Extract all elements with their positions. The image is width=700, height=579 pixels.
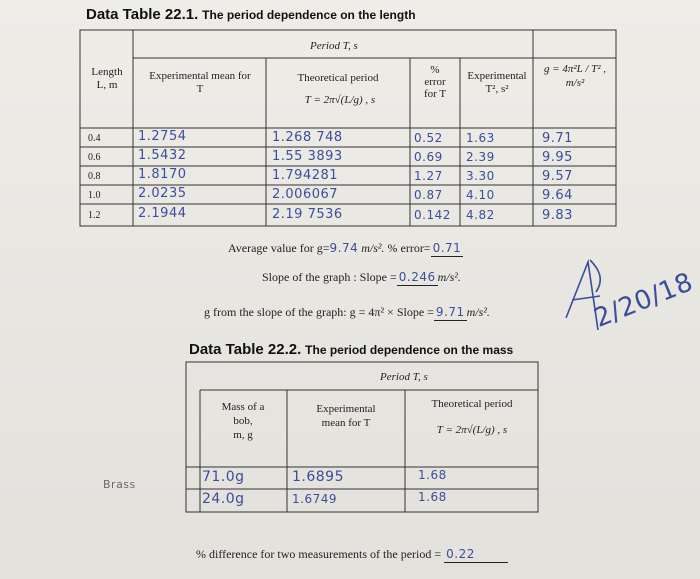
row1-g: 9.71 bbox=[542, 131, 573, 146]
row5-err: 0.142 bbox=[414, 208, 451, 222]
row2-tsq: 2.39 bbox=[466, 150, 495, 164]
row4-g: 9.64 bbox=[542, 188, 573, 203]
brass-annotation: Brass bbox=[103, 478, 136, 491]
row2-g: 9.95 bbox=[542, 150, 573, 165]
t2-row1-exp: 1.6895 bbox=[292, 469, 344, 485]
row3-length: 0.8 bbox=[88, 171, 101, 182]
row3-exp: 1.8170 bbox=[138, 167, 187, 182]
average-line: Average value for g=9.74 m/s². % error= 0.71 bbox=[228, 241, 462, 255]
t2-mass-header: Mass of a bob, m, g bbox=[221, 401, 265, 441]
difference-value: 0.22 bbox=[446, 547, 475, 561]
exp-mean-header: Experimental mean for T bbox=[149, 70, 251, 95]
row2-theo: 1.55 3893 bbox=[272, 149, 343, 164]
error-header: % error for T bbox=[423, 64, 447, 100]
row4-err: 0.87 bbox=[414, 188, 443, 202]
row2-exp: 1.5432 bbox=[138, 148, 187, 163]
t2-exp-header: Experimental mean for T bbox=[316, 403, 376, 429]
row1-exp: 1.2754 bbox=[138, 129, 187, 144]
t2-row2-exp: 1.6749 bbox=[292, 492, 337, 506]
t2-row1-theo: 1.68 bbox=[418, 468, 447, 482]
row5-exp: 2.1944 bbox=[138, 206, 187, 221]
period-header: Period T, s bbox=[310, 40, 358, 52]
error-value: 0.71 bbox=[432, 241, 462, 255]
avg-value: 9.74 bbox=[329, 241, 359, 255]
g-formula-header: g = 4π²L / T² , m/s² bbox=[543, 63, 607, 89]
slope-line: Slope of the graph : Slope = 0.246 m/s². bbox=[262, 270, 461, 284]
row4-length: 1.0 bbox=[88, 190, 101, 201]
t2-row2-theo: 1.68 bbox=[418, 490, 447, 504]
difference-line: % difference for two measurements of the period = 0.22 bbox=[196, 547, 508, 563]
row2-err: 0.69 bbox=[414, 150, 443, 164]
row2-length: 0.6 bbox=[88, 152, 101, 163]
date-annotation: 2/20/18 bbox=[590, 267, 698, 334]
t2-period-header: Period T, s bbox=[380, 371, 428, 383]
theo-formula: T = 2π√(L/g) , s bbox=[304, 94, 376, 106]
slope-value: 0.246 bbox=[398, 270, 436, 284]
row5-g: 9.83 bbox=[542, 208, 573, 223]
row1-tsq: 1.63 bbox=[466, 131, 495, 145]
length-header: Length L, m bbox=[91, 66, 123, 91]
row1-length: 0.4 bbox=[88, 133, 101, 144]
g-slope-value: 9.71 bbox=[435, 305, 465, 319]
t2-row1-mass: 71.0g bbox=[202, 469, 245, 485]
theo-period-header: Theoretical period bbox=[297, 72, 379, 84]
row4-exp: 2.0235 bbox=[138, 186, 187, 201]
row4-tsq: 4.10 bbox=[466, 188, 495, 202]
t2-theo-formula: T = 2π√(L/g) , s bbox=[436, 424, 508, 436]
exp-tsq-header: Experimental T², s² bbox=[467, 70, 527, 95]
row3-theo: 1.794281 bbox=[272, 168, 339, 183]
row3-g: 9.57 bbox=[542, 169, 573, 184]
row5-tsq: 4.82 bbox=[466, 208, 495, 222]
row5-theo: 2.19 7536 bbox=[272, 207, 343, 222]
t2-theo-header: Theoretical period bbox=[431, 398, 513, 410]
row1-theo: 1.268 748 bbox=[272, 130, 343, 145]
row3-err: 1.27 bbox=[414, 169, 443, 183]
table1-title: Data Table 22.1. The period dependence on the length bbox=[86, 6, 416, 23]
row4-theo: 2.006067 bbox=[272, 187, 339, 202]
row1-err: 0.52 bbox=[414, 131, 443, 145]
g-slope-line: g from the slope of the graph: g = 4π² × Slope = 9.71 m/s². bbox=[204, 305, 490, 319]
table2-title: Data Table 22.2. The period dependence on the mass bbox=[189, 341, 514, 358]
t2-row2-mass: 24.0g bbox=[202, 491, 245, 507]
row5-length: 1.2 bbox=[88, 210, 101, 221]
row3-tsq: 3.30 bbox=[466, 169, 495, 183]
